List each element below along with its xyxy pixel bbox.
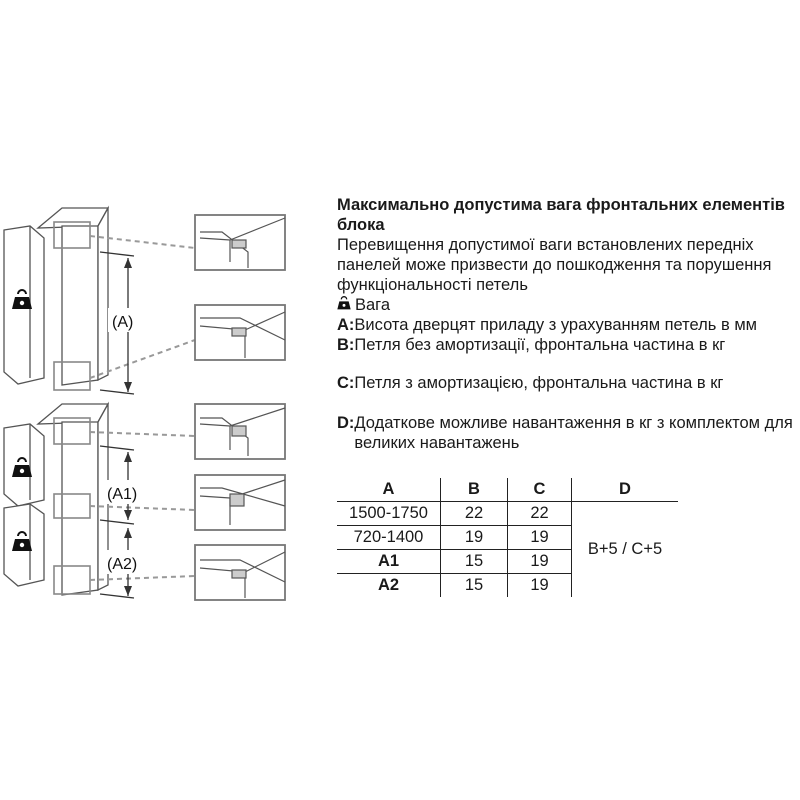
legend-item-b — [337, 335, 797, 355]
section-title: Максимально допустима вага фронтальних елементів блока — [337, 196, 785, 234]
cell-b: 19 — [441, 526, 508, 550]
cell-a: A2 — [377, 576, 400, 594]
installation-diagram — [0, 0, 330, 800]
cell-a: A1 — [337, 550, 441, 574]
cell-b: 15 — [441, 574, 508, 598]
legend-text: Вага — [355, 296, 391, 314]
cell-b: 22 — [441, 502, 508, 526]
cell-d: B+5 / C+5 — [572, 502, 679, 598]
dimension-label-a1: (A1) — [107, 486, 138, 503]
cell-c: 19 — [508, 574, 572, 598]
legend-item-c — [337, 373, 797, 393]
dimension-label-a: (A) — [112, 314, 134, 331]
legend-item-d — [337, 413, 797, 453]
legend-text: Петля без амортизації, фронтальна частина в кг — [354, 336, 726, 354]
weight-table — [337, 478, 678, 597]
table-header-row — [337, 478, 678, 502]
description-block — [337, 195, 797, 453]
cell-c: 19 — [508, 550, 572, 574]
legend-text: Петля з амортизацією, фронтальна частина в кг — [354, 374, 724, 392]
legend-text: Додаткове можливе навантаження в кг з комплектом для великих навантажень — [354, 414, 793, 452]
weight-icon — [337, 295, 351, 309]
legend-text: Висота дверцят приладу з урахуванням петель в мм — [354, 316, 758, 334]
cell-b: 15 — [441, 550, 508, 574]
column-header-c: C — [508, 478, 572, 502]
cell-c: 22 — [508, 502, 572, 526]
table-row — [337, 502, 678, 526]
dimension-label-a2: (A2) — [107, 556, 138, 573]
cell-a: 720-1400 — [337, 526, 441, 550]
intro-text: Перевищення допустимої ваги встановлених передніх панелей може призвести до пошкодження та порушення функціональності петель — [337, 236, 772, 294]
legend-key: B: — [337, 336, 355, 354]
legend-item-a — [337, 315, 797, 335]
legend-item-weight — [337, 295, 797, 315]
cell-c: 19 — [508, 526, 572, 550]
column-header-b: B — [441, 478, 508, 502]
legend-key: C: — [337, 374, 355, 392]
column-header-d: D — [572, 478, 679, 502]
legend-key: D: — [337, 414, 355, 432]
column-header-a: A — [337, 478, 441, 502]
cell-a: 1500-1750 — [337, 502, 441, 526]
legend-key: A: — [337, 316, 355, 334]
